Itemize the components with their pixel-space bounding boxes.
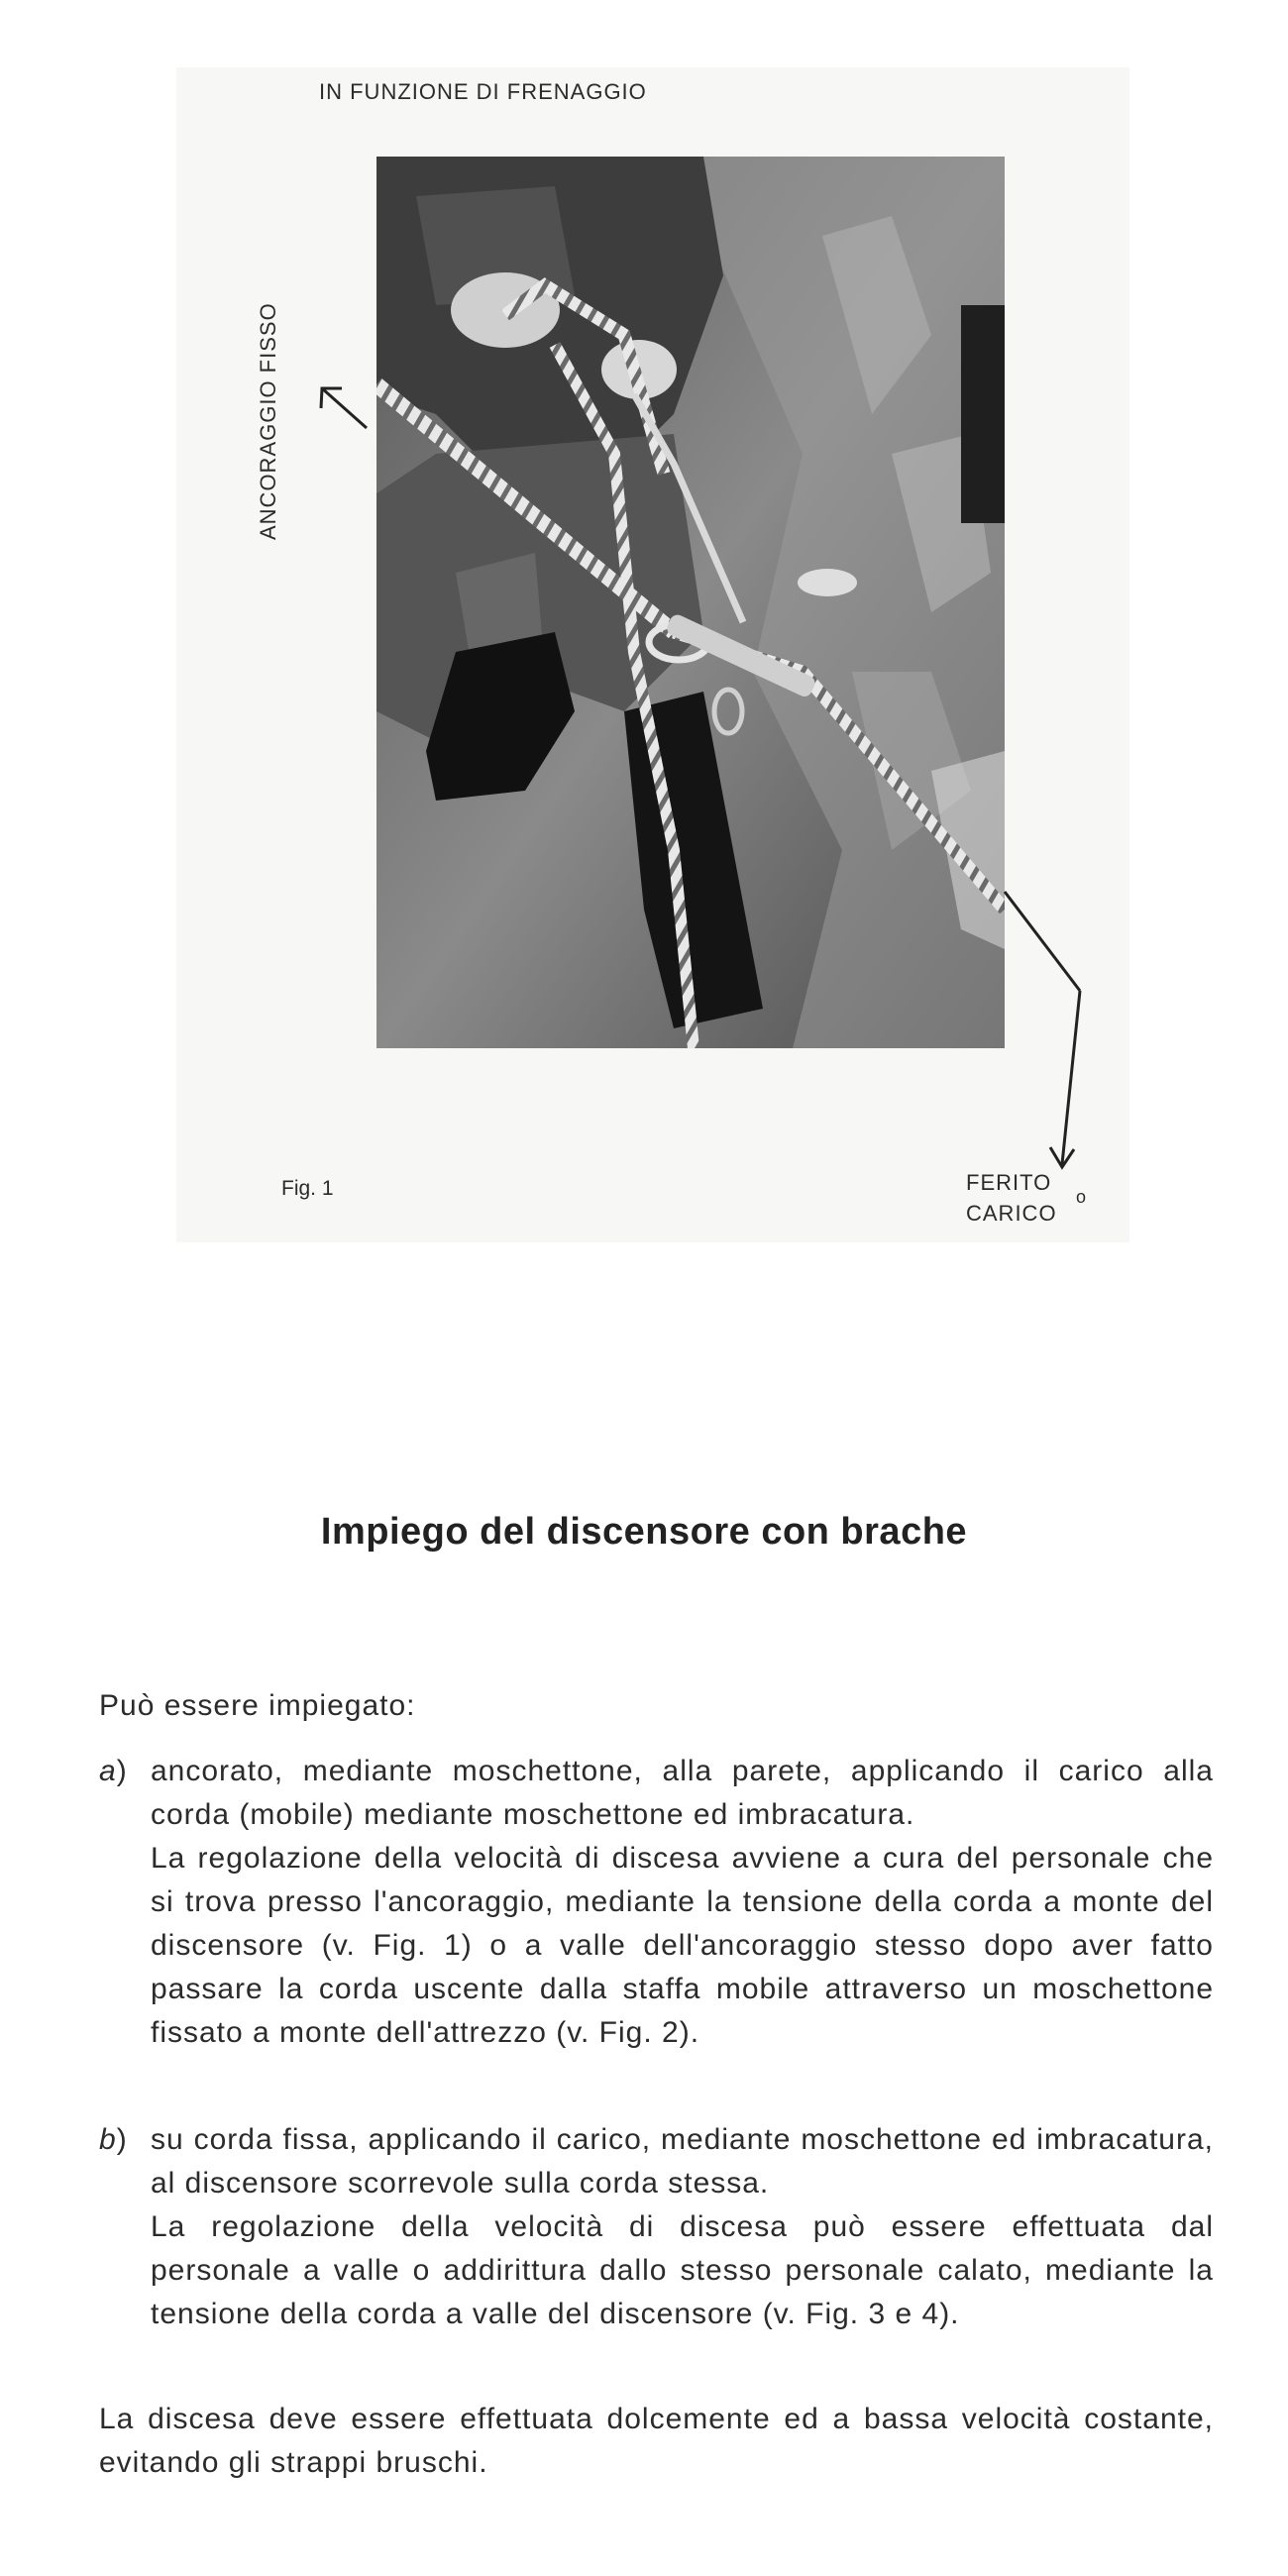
figure-caption-side: ANCORAGGIO FISSO (256, 302, 280, 540)
load-label (966, 1167, 1057, 1229)
list-item-a-line2: La regolazione della velocità di discesa avviene a cura del personale che si trova presso l'ancoraggio, mediante la tensione della corda a monte del discensore (v. Fig. 1) o a valle dell'ancoraggio stesso dopo aver fatto passare la corda uscente dalla staffa mobile attraverso un moschettone fissato a monte dell'attrezzo (v. Fig. 2). (151, 1842, 1214, 2049)
section-title: Impiego del discensore con brache (320, 1511, 968, 1553)
list-marker-letter: b (99, 2123, 117, 2156)
arrow-anchor (321, 388, 367, 428)
arrow-load (1005, 892, 1080, 1167)
list-item-a (99, 1750, 1214, 2055)
list-item-b-line2: La regolazione della velocità di discesa può essere effettuata dal personale a valle o addirittura dallo stesso personale calato, mediante la tensione della corda a valle del discensore (v. Fig. 3 e 4). (151, 2210, 1214, 2330)
figure-caption-top: IN FUNZIONE DI FRENAGGIO (319, 79, 647, 104)
list-item-a-line1: ancorato, mediante moschettone, alla parete, applicando il carico alla corda (mobile) mediante moschettone ed imbracatura. (151, 1755, 1214, 1831)
list-marker-letter: a (99, 1755, 117, 1787)
figure-number: Fig. 1 (281, 1177, 334, 1200)
load-label-line1: FERITO (966, 1170, 1052, 1195)
list-marker: b) (99, 2123, 128, 2156)
list-marker: a) (99, 1755, 128, 1787)
list-item-b-line1: su corda fissa, applicando il carico, mediante moschettone ed imbracatura, al discensore scorrevole sulla corda stessa. (151, 2123, 1214, 2200)
intro-text: Può essere impiegato: (99, 1689, 416, 1722)
small-mark: o (1076, 1187, 1087, 1207)
load-label-line2: CARICO (966, 1201, 1057, 1226)
closing-text: La discesa deve essere effettuata dolcemente ed a bassa velocità costante, evitando gli strappi bruschi. (99, 2403, 1214, 2479)
list-item-b (99, 2118, 1214, 2336)
